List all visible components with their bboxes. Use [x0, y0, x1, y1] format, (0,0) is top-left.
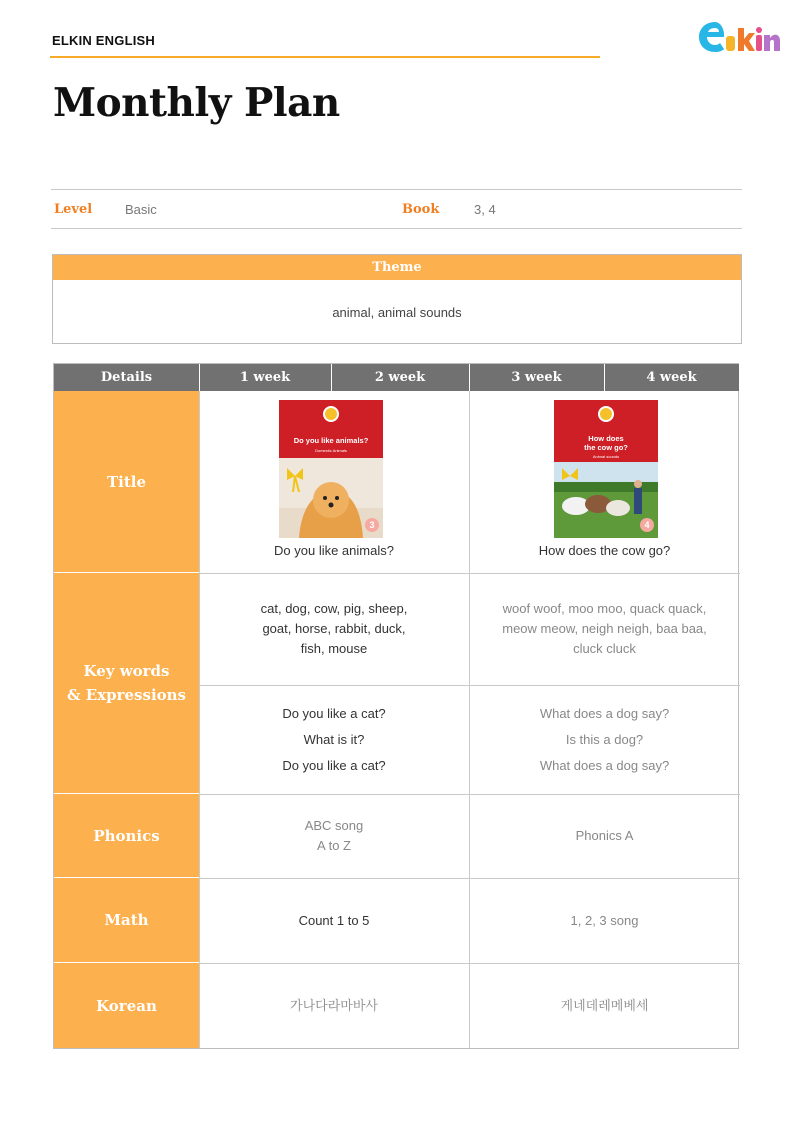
math-week-1-2: Count 1 to 5 — [298, 912, 370, 928]
header-week-3: 3 week — [469, 364, 604, 391]
book-4-cover-title-2: the cow go? — [584, 443, 628, 452]
brand-name: ELKIN ENGLISH — [52, 33, 155, 48]
row-label-keywords: Key words & Expressions — [54, 573, 199, 794]
book-3-number-badge: 3 — [365, 518, 379, 532]
level-label: Level — [54, 202, 93, 217]
meta-info-bar — [51, 189, 742, 229]
phonics-week-1-2: ABC song A to Z — [304, 818, 364, 853]
book-4-cover-title-1: How does — [588, 434, 624, 443]
korean-week-3-4: 게네데레메베세 — [560, 997, 649, 1013]
book-3-caption: Do you like animals? — [274, 543, 394, 558]
book-4-number-badge: 4 — [640, 518, 654, 532]
header-details: Details — [54, 364, 199, 391]
math-week-3-4: 1, 2, 3 song — [570, 912, 639, 928]
expressions-week-1-2: Do you like a cat? What is it? Do you like a cat? — [282, 705, 386, 773]
book-4-caption: How does the cow go? — [538, 543, 671, 558]
theme-value: animal, animal sounds — [332, 305, 462, 320]
row-label-title: Title — [54, 391, 199, 573]
header-week-1: 1 week — [199, 364, 331, 391]
book-3-cover — [279, 400, 383, 538]
keywords-week-1-2: cat, dog, cow, pig, sheep, goat, horse, rabbit, duck, fish, mouse — [260, 601, 408, 656]
phonics-week-3-4: Phonics A — [575, 828, 634, 843]
brand-underline — [50, 56, 600, 58]
cover-badge-icon — [323, 406, 339, 422]
plan-table — [53, 363, 739, 1049]
theme-box — [52, 254, 742, 344]
elkin-logo — [697, 18, 781, 56]
expressions-week-3-4: What does a dog say? Is this a dog? What does a dog say? — [539, 705, 670, 773]
row-label-math: Math — [54, 878, 199, 963]
header-week-4: 4 week — [604, 364, 739, 391]
header-week-2: 2 week — [331, 364, 469, 391]
page-title: Monthly Plan — [53, 80, 340, 126]
book-value: 3, 4 — [474, 202, 496, 217]
row-label-korean: Korean — [54, 963, 199, 1048]
book-4-cover-subtitle: Animal sounds — [592, 454, 620, 459]
theme-label: Theme — [53, 255, 741, 280]
book-4-cover — [554, 400, 658, 538]
book-3-cover-subtitle: Domestic Animals — [315, 448, 347, 453]
row-label-phonics: Phonics — [54, 794, 199, 878]
level-value: Basic — [125, 202, 157, 217]
book-label: Book — [402, 202, 440, 217]
korean-week-1-2: 가나다라마바사 — [290, 997, 378, 1013]
book-3-cover-title: Do you like animals? — [293, 436, 369, 445]
cover-badge-icon — [598, 406, 614, 422]
keywords-week-3-4: woof woof, moo moo, quack quack, meow meow, neigh neigh, baa baa, cluck cluck — [502, 601, 707, 656]
